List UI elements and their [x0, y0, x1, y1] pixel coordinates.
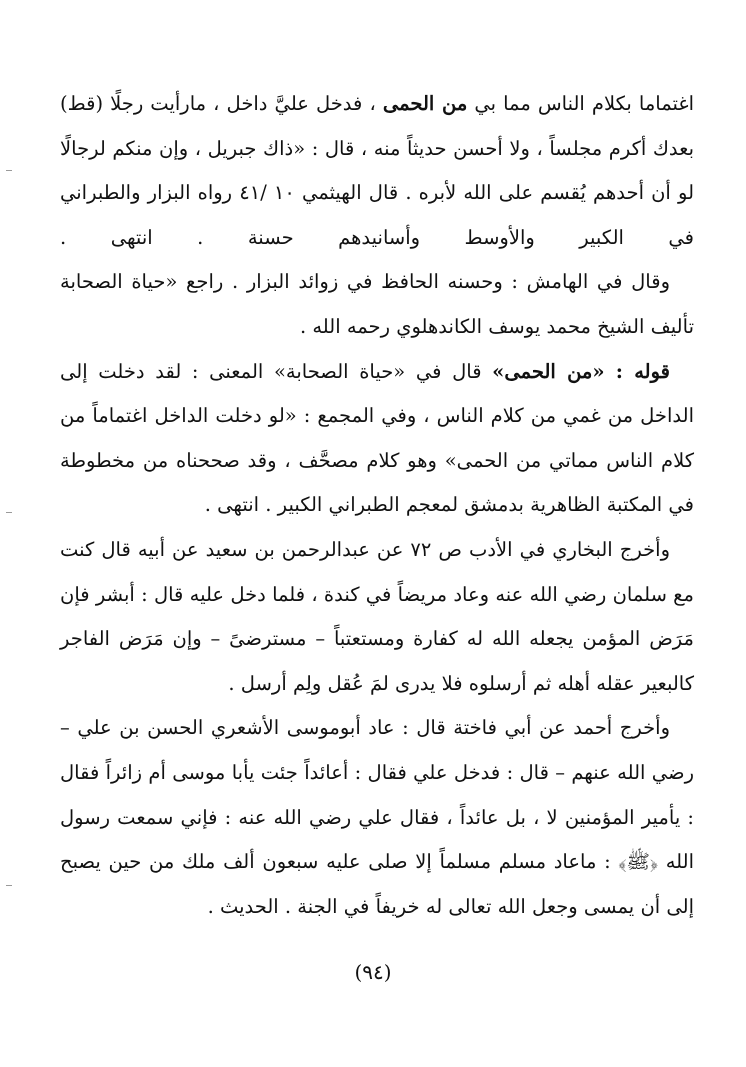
margin-tick-mark: [6, 885, 12, 886]
margin-tick-mark: [6, 512, 12, 513]
bold-text-segment: من الحمى: [382, 92, 468, 115]
text-segment: اغتماما بكلام الناس مما بي: [467, 92, 694, 115]
paragraph: [60, 82, 694, 260]
page-body: [60, 82, 694, 929]
text-segment: قال في «حياة الصحابة» المعنى : لقد دخلت إلى الداخل من غمي من كلام الناس ، وفي المجمع : «لو دخلت الداخل اغتماماً من كلام الناس مماتي من الحمى» وهو كلام مصحَّف ، وقد صححناه من مخطوطة في المكتبة الظاهرية بدمشق لمعجم الطبراني الكبير . انتهى .: [60, 359, 694, 517]
paragraph: [60, 350, 694, 528]
text-segment: وأخرج البخاري في الأدب ص ٧٢ عن عبدالرحمن بن سعيد عن أبيه قال كنت مع سلمان رضي الله عنه وعاد مريضاً في كندة ، فلما دخل عليه قال : أبشر فإن مَرَض المؤمن يجعله الله له كفارة ومستعتباً – مسترضىً – وإن مَرَض الفاجر كالبعير عقله أهله ثم أرسلوه فلا يدرى لمَ عُقل ولِم أرسل .: [60, 537, 694, 695]
text-segment: وأخرج أحمد عن أبي فاختة قال : عاد أبوموسى الأشعري الحسن بن علي – رضي الله عنهم – قال : فدخل علي فقال : أعائداً جئت يأبا موسى أم زائراً فقال : يأمير المؤمنين لا ، بل عائداً ، فقال علي رضي الله عنه : فإني سمعت رسول الله ﴿ﷺ﴾ : ماعاد مسلم مسلماً إلا صلى عليه سبعون ألف ملك من حين يصبح إلى أن يمسى وجعل الله تعالى له خريفاً في الجنة . الحديث .: [60, 716, 694, 918]
bold-text-segment: قوله : «من الحمى»: [492, 359, 670, 383]
text-segment: ، فدخل عليَّ داخل ، مارأيت رجلًا (قط) بعدك أكرم مجلساً ، ولا أحسن حديثاً منه ، قال : «ذاك جبريل ، وإن منكم لرجالًا لو أن أحدهم يُقسم على الله لأبره . قال الهيثمي ١٠ /٤١ رواه البزار والطبراني في الكبير والأوسط وأسانيدهم حسنة . انتهى .: [60, 92, 695, 249]
paragraph: [60, 706, 694, 929]
paragraph: [60, 528, 694, 706]
page-number: (٩٤): [354, 960, 392, 984]
margin-tick-mark: [6, 170, 12, 171]
text-segment: وقال في الهامش : وحسنه الحافظ في زوائد البزار . راجع «حياة الصحابة تأليف الشيخ محمد يوسف الكاندهلوي رحمه الله .: [60, 270, 694, 338]
paragraph: [60, 260, 694, 349]
